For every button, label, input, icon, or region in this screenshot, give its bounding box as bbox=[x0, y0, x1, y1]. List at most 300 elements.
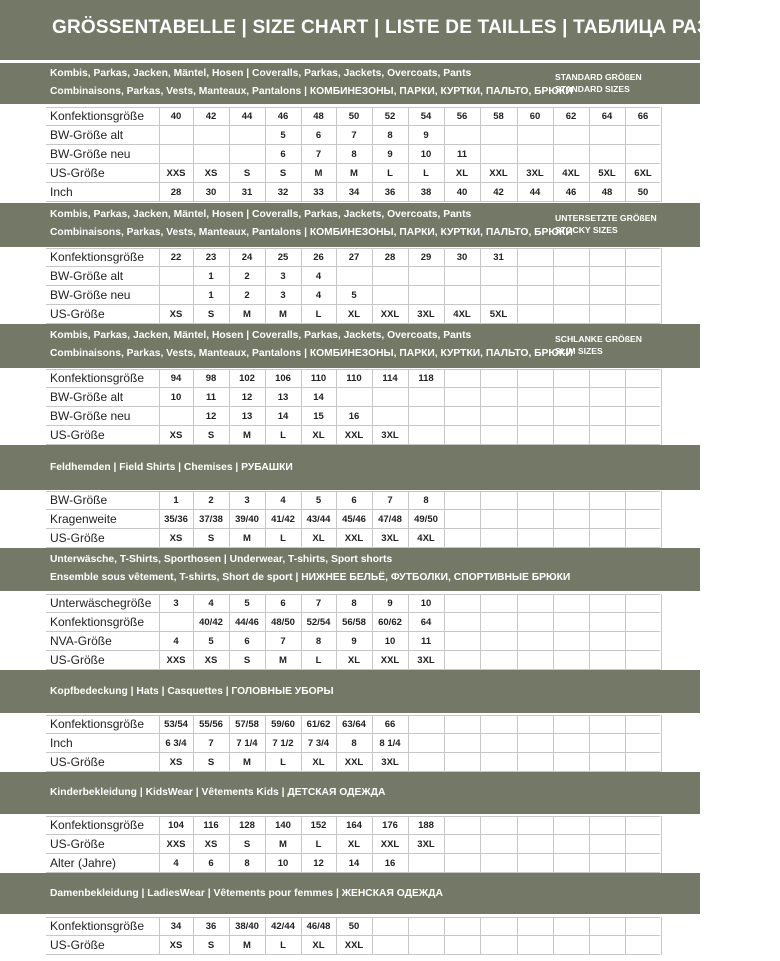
size-cell: 2 bbox=[244, 290, 250, 301]
size-cell: XS bbox=[169, 309, 183, 320]
size-cell: 6 bbox=[351, 495, 357, 506]
size-cell: 37/38 bbox=[199, 514, 223, 525]
size-cell: 3XL bbox=[417, 839, 435, 850]
size-cell: 4 bbox=[173, 858, 179, 869]
size-cell: 1 bbox=[208, 290, 214, 301]
size-cell: L bbox=[315, 655, 322, 666]
size-cell: 33 bbox=[313, 187, 324, 198]
size-cell: 50 bbox=[637, 187, 649, 198]
size-cell: XXS bbox=[166, 168, 186, 179]
size-cell: M bbox=[243, 757, 251, 768]
size-cell: XL bbox=[312, 940, 325, 951]
row-label: US-Größe bbox=[50, 166, 105, 180]
row-label: Kragenweite bbox=[50, 512, 117, 526]
row-label: BW-Größe neu bbox=[50, 409, 131, 423]
size-cell: L bbox=[280, 940, 286, 951]
size-cell: M bbox=[279, 309, 287, 320]
size-cell: S bbox=[207, 309, 215, 320]
size-cell: 48/50 bbox=[271, 617, 295, 628]
size-cell: 114 bbox=[382, 373, 398, 384]
size-cell: M bbox=[243, 430, 251, 441]
size-cell: 188 bbox=[418, 820, 434, 831]
section-header bbox=[0, 873, 700, 914]
size-cell: 16 bbox=[348, 411, 360, 422]
size-cell: 5 bbox=[280, 130, 286, 141]
row-label: US-Größe bbox=[50, 428, 105, 442]
size-cell: 8 bbox=[351, 738, 357, 749]
size-cell: L bbox=[315, 839, 322, 850]
size-cell: 11 bbox=[456, 149, 468, 160]
size-cell: XS bbox=[204, 168, 218, 179]
size-cell: 3XL bbox=[381, 533, 399, 544]
size-cell: 28 bbox=[384, 252, 396, 263]
size-cell: 4XL bbox=[453, 309, 471, 320]
section-header bbox=[0, 203, 700, 247]
size-cell: 30 bbox=[456, 252, 468, 263]
section-subheading: Ensemble sous vêtement, T-shirts, Short de sport | НИЖНЕЕ БЕЛЬЁ, ФУТБОЛКИ, СПОРТИВНЫЕ БРЮКИ bbox=[50, 572, 571, 583]
size-cell: XXL bbox=[380, 309, 400, 320]
size-cell: 4 bbox=[280, 495, 286, 506]
size-cell: 5 bbox=[315, 495, 322, 506]
size-cell: 6 3/4 bbox=[165, 738, 187, 749]
size-cell: XL bbox=[347, 839, 361, 850]
size-cell: 61/62 bbox=[306, 719, 331, 730]
size-cell: 49/50 bbox=[414, 514, 438, 525]
section-heading: Damenbekleidung | LadiesWear | Vêtements pour femmes | ЖЕНСКАЯ ОДЕЖДА bbox=[50, 888, 443, 899]
size-cell: 11 bbox=[420, 636, 432, 647]
row-label: US-Größe bbox=[50, 653, 105, 667]
size-cell: 50 bbox=[348, 111, 360, 122]
size-cell: 7 bbox=[387, 495, 393, 506]
size-cell: 8 bbox=[351, 149, 357, 160]
table-row bbox=[0, 145, 700, 164]
section-header bbox=[0, 548, 700, 591]
size-cell: 3 bbox=[173, 598, 179, 609]
size-cell: 35/36 bbox=[164, 514, 188, 525]
size-cell: 31 bbox=[241, 187, 253, 198]
size-cell: S bbox=[243, 655, 251, 666]
table-row bbox=[0, 126, 700, 145]
size-cell: 110 bbox=[346, 373, 362, 384]
size-cell: 7 bbox=[315, 598, 322, 609]
size-cell: 152 bbox=[310, 820, 327, 831]
size-cell: 7 bbox=[208, 738, 214, 749]
size-cell: 13 bbox=[241, 411, 253, 422]
size-cell: L bbox=[280, 533, 286, 544]
size-cell: 12 bbox=[241, 392, 253, 403]
size-cell: 8 bbox=[423, 495, 429, 506]
size-cell: L bbox=[315, 309, 322, 320]
size-cell: 110 bbox=[310, 373, 327, 384]
row-label: Inch bbox=[50, 736, 73, 750]
size-cell: 106 bbox=[275, 373, 291, 384]
table-row bbox=[0, 388, 700, 407]
size-cell: L bbox=[423, 168, 429, 179]
table-row bbox=[0, 753, 700, 772]
size-cell: 9 bbox=[351, 636, 357, 647]
table-row bbox=[0, 936, 700, 955]
size-cell: XL bbox=[455, 168, 469, 179]
size-cell: 27 bbox=[348, 252, 360, 263]
size-group-tag: STANDARD GRÖßEN bbox=[555, 72, 642, 82]
size-cell: 1 bbox=[173, 495, 179, 506]
size-cell: 104 bbox=[168, 820, 184, 831]
row-label: BW-Größe neu bbox=[50, 288, 131, 302]
size-cell: 8 bbox=[387, 130, 393, 141]
size-cell: 164 bbox=[346, 820, 362, 831]
row-label: BW-Größe alt bbox=[50, 390, 124, 404]
size-cell: 40/42 bbox=[199, 617, 223, 628]
row-label: BW-Größe alt bbox=[50, 128, 124, 142]
size-cell: 52 bbox=[384, 111, 396, 122]
size-cell: 60 bbox=[529, 111, 541, 122]
row-label: Konfektionsgröße bbox=[50, 615, 145, 629]
size-cell: 8 1/4 bbox=[379, 738, 401, 749]
size-cell: 3XL bbox=[417, 309, 435, 320]
row-label: US-Größe bbox=[50, 938, 105, 952]
size-cell: 9 bbox=[387, 598, 393, 609]
table-row bbox=[0, 854, 700, 873]
size-cell: XXL bbox=[380, 655, 400, 666]
size-cell: 24 bbox=[241, 252, 253, 263]
size-cell: 40 bbox=[170, 111, 182, 122]
row-label: Konfektionsgröße bbox=[50, 919, 145, 933]
size-cell: 10 bbox=[420, 598, 432, 609]
row-label: Inch bbox=[50, 185, 73, 199]
size-cell: 7 bbox=[280, 636, 286, 647]
section-heading: Kombis, Parkas, Jacken, Mäntel, Hosen | Coveralls, Parkas, Jackets, Overcoats, Pants bbox=[50, 68, 472, 79]
size-cell: S bbox=[243, 839, 251, 850]
size-cell: 13 bbox=[277, 392, 289, 403]
section-subheading: Combinaisons, Parkas, Vests, Manteaux, Pantalons | КОМБИНЕЗОНЫ, ПАРКИ, КУРТКИ, ПАЛЬТО, БРЮКИ bbox=[50, 227, 573, 238]
size-cell: 3XL bbox=[381, 757, 399, 768]
section-heading: Kombis, Parkas, Jacken, Mäntel, Hosen | Coveralls, Parkas, Jackets, Overcoats, Pants bbox=[50, 330, 472, 341]
size-cell: M bbox=[243, 533, 251, 544]
size-cell: 4 bbox=[173, 636, 179, 647]
size-cell: 58 bbox=[493, 111, 504, 122]
size-cell: S bbox=[207, 430, 215, 441]
size-cell: 102 bbox=[239, 373, 255, 384]
size-cell: 38 bbox=[420, 187, 432, 198]
size-cell: 10 bbox=[170, 392, 182, 403]
section-heading: Kopfbedeckung | Hats | Casquettes | ГОЛОВНЫЕ УБОРЫ bbox=[50, 686, 334, 697]
table-row bbox=[0, 715, 700, 734]
size-cell: 29 bbox=[420, 252, 432, 263]
row-label: US-Größe bbox=[50, 837, 105, 851]
size-group-tag: SCHLANKE GRÖßEN bbox=[555, 334, 642, 344]
size-cell: 32 bbox=[277, 187, 289, 198]
size-cell: 23 bbox=[205, 252, 217, 263]
size-cell: 28 bbox=[170, 187, 182, 198]
size-cell: XXL bbox=[344, 430, 364, 441]
size-cell: 25 bbox=[277, 252, 289, 263]
size-cell: 66 bbox=[384, 719, 396, 730]
table-row bbox=[0, 286, 700, 305]
size-cell: 42/44 bbox=[271, 921, 295, 932]
size-cell: XS bbox=[204, 655, 218, 666]
size-cell: 3XL bbox=[417, 655, 435, 666]
size-cell: 64 bbox=[420, 617, 432, 628]
size-cell: S bbox=[207, 940, 215, 951]
row-label: NVA-Größe bbox=[50, 634, 112, 648]
size-cell: 7 bbox=[351, 130, 357, 141]
size-cell: 52/54 bbox=[306, 617, 331, 628]
size-cell: 54 bbox=[420, 111, 432, 122]
size-cell: 36 bbox=[205, 921, 217, 932]
size-cell: 5XL bbox=[489, 309, 508, 320]
row-label: Konfektionsgröße bbox=[50, 371, 145, 385]
size-cell: 94 bbox=[170, 373, 182, 384]
size-cell: 10 bbox=[277, 858, 289, 869]
section-subheading: Combinaisons, Parkas, Vests, Manteaux, Pantalons | КОМБИНЕЗОНЫ, ПАРКИ, КУРТКИ, ПАЛЬТО, БРЮКИ bbox=[50, 86, 573, 97]
row-label: BW-Größe alt bbox=[50, 269, 124, 283]
size-cell: 118 bbox=[418, 373, 434, 384]
size-cell: S bbox=[207, 533, 215, 544]
size-cell: 36 bbox=[384, 187, 396, 198]
table-row bbox=[0, 917, 700, 936]
size-cell: 26 bbox=[313, 252, 324, 263]
size-cell: 45/46 bbox=[342, 514, 366, 525]
size-cell: 4 bbox=[315, 271, 322, 282]
size-cell: 6 bbox=[315, 130, 322, 141]
size-cell: 42 bbox=[205, 111, 217, 122]
size-cell: 64 bbox=[601, 111, 613, 122]
size-cell: M bbox=[279, 655, 287, 666]
size-cell: 40 bbox=[456, 187, 468, 198]
table-row bbox=[0, 510, 700, 529]
size-cell: 7 bbox=[315, 149, 322, 160]
size-cell: XS bbox=[169, 533, 183, 544]
size-cell: XXL bbox=[344, 533, 364, 544]
size-cell: 5 bbox=[351, 290, 357, 301]
size-cell: 2 bbox=[208, 495, 214, 506]
size-cell: 48 bbox=[313, 111, 324, 122]
size-cell: 46 bbox=[277, 111, 289, 122]
size-cell: L bbox=[280, 757, 286, 768]
size-cell: 66 bbox=[637, 111, 649, 122]
size-cell: XXL bbox=[489, 168, 508, 179]
section-heading: Feldhemden | Field Shirts | Chemises | РУБАШКИ bbox=[50, 462, 293, 473]
row-label: BW-Größe bbox=[50, 493, 108, 507]
table-row bbox=[0, 107, 700, 126]
size-cell: 34 bbox=[170, 921, 182, 932]
size-cell: 4XL bbox=[417, 533, 435, 544]
size-cell: 59/60 bbox=[271, 719, 295, 730]
row-label: BW-Größe neu bbox=[50, 147, 131, 161]
section-header bbox=[0, 324, 700, 368]
size-cell: 63/64 bbox=[342, 719, 366, 730]
size-cell: XL bbox=[312, 533, 325, 544]
size-cell: 8 bbox=[244, 858, 250, 869]
size-cell: 46 bbox=[565, 187, 577, 198]
size-cell: 39/40 bbox=[235, 514, 259, 525]
size-cell: 5XL bbox=[598, 168, 616, 179]
size-cell: 98 bbox=[205, 373, 217, 384]
size-cell: L bbox=[280, 430, 286, 441]
size-cell: 47/48 bbox=[378, 514, 402, 525]
table-row bbox=[0, 426, 700, 445]
size-cell: 3XL bbox=[526, 168, 544, 179]
size-cell: 44 bbox=[529, 187, 541, 198]
table-row bbox=[0, 164, 700, 183]
size-cell: 62 bbox=[565, 111, 577, 122]
size-cell: XS bbox=[169, 757, 183, 768]
size-cell: 44/46 bbox=[235, 617, 259, 628]
size-cell: 14 bbox=[277, 411, 289, 422]
size-group-tag: STANDARD SIZES bbox=[555, 84, 630, 94]
size-cell: 3 bbox=[244, 495, 250, 506]
size-cell: 6 bbox=[208, 858, 214, 869]
size-cell: 57/58 bbox=[235, 719, 259, 730]
size-cell: M bbox=[350, 168, 358, 179]
size-cell: 5 bbox=[244, 598, 250, 609]
size-cell: XXS bbox=[166, 839, 186, 850]
size-cell: 53/54 bbox=[164, 719, 188, 730]
size-cell: 3 bbox=[280, 271, 286, 282]
size-cell: 15 bbox=[313, 411, 324, 422]
size-cell: 11 bbox=[205, 392, 217, 403]
size-cell: 4XL bbox=[562, 168, 580, 179]
table-row bbox=[0, 651, 700, 670]
size-cell: 4 bbox=[315, 290, 322, 301]
size-cell: 30 bbox=[205, 187, 217, 198]
row-label: Konfektionsgröße bbox=[50, 109, 145, 123]
row-label: US-Größe bbox=[50, 531, 105, 545]
size-cell: 128 bbox=[239, 820, 255, 831]
row-label: Unterwäschegröße bbox=[50, 596, 152, 610]
size-cell: XL bbox=[312, 430, 325, 441]
table-row bbox=[0, 632, 700, 651]
table-row bbox=[0, 816, 700, 835]
size-cell: 16 bbox=[384, 858, 396, 869]
size-cell: M bbox=[279, 839, 287, 850]
row-label: US-Größe bbox=[50, 307, 105, 321]
size-cell: 42 bbox=[493, 187, 504, 198]
size-cell: 12 bbox=[205, 411, 217, 422]
size-cell: XL bbox=[347, 655, 361, 666]
size-cell: XS bbox=[169, 940, 183, 951]
size-cell: 176 bbox=[382, 820, 398, 831]
size-cell: XXL bbox=[344, 940, 364, 951]
section-header bbox=[0, 772, 700, 814]
size-cell: XS bbox=[204, 839, 218, 850]
table-row bbox=[0, 248, 700, 267]
size-cell: XL bbox=[347, 309, 361, 320]
size-cell: M bbox=[243, 309, 251, 320]
section-header bbox=[0, 445, 700, 490]
size-cell: 34 bbox=[348, 187, 360, 198]
size-cell: 6 bbox=[280, 598, 286, 609]
size-cell: 6 bbox=[280, 149, 286, 160]
section-header bbox=[0, 63, 700, 104]
size-cell: XXL bbox=[344, 757, 364, 768]
size-cell: 60/62 bbox=[378, 617, 402, 628]
row-label: Konfektionsgröße bbox=[50, 250, 145, 264]
size-cell: XXS bbox=[166, 655, 186, 666]
size-cell: 4 bbox=[208, 598, 214, 609]
table-row bbox=[0, 491, 700, 510]
size-cell: 43/44 bbox=[306, 514, 331, 525]
size-cell: 56/58 bbox=[342, 617, 366, 628]
size-cell: 7 1/4 bbox=[236, 738, 258, 749]
size-cell: 14 bbox=[313, 392, 324, 403]
size-cell: L bbox=[387, 168, 393, 179]
size-cell: XXL bbox=[380, 839, 400, 850]
size-cell: 7 3/4 bbox=[307, 738, 330, 749]
size-group-tag: STOCKY SIZES bbox=[555, 225, 618, 235]
size-cell: 38/40 bbox=[235, 921, 259, 932]
size-cell: 3 bbox=[280, 290, 286, 301]
size-cell: S bbox=[279, 168, 287, 179]
size-cell: 44 bbox=[241, 111, 253, 122]
size-group-tag: UNTERSETZTE GRÖßEN bbox=[555, 213, 657, 223]
size-cell: 1 bbox=[208, 271, 214, 282]
table-row bbox=[0, 734, 700, 753]
table-row bbox=[0, 613, 700, 632]
section-subheading: Combinaisons, Parkas, Vests, Manteaux, Pantalons | КОМБИНЕЗОНЫ, ПАРКИ, КУРТКИ, ПАЛЬТО, БРЮКИ bbox=[50, 348, 573, 359]
size-cell: 7 1/2 bbox=[272, 738, 294, 749]
size-cell: 55/56 bbox=[199, 719, 223, 730]
row-label: Alter (Jahre) bbox=[50, 856, 117, 870]
size-cell: 10 bbox=[384, 636, 396, 647]
table-row bbox=[0, 407, 700, 426]
size-cell: 3XL bbox=[381, 430, 399, 441]
row-label: Konfektionsgröße bbox=[50, 717, 145, 731]
table-row bbox=[0, 183, 700, 202]
size-cell: XL bbox=[312, 757, 325, 768]
size-cell: 48 bbox=[601, 187, 613, 198]
size-cell: 12 bbox=[313, 858, 324, 869]
page-title: GRÖSSENTABELLE | SIZE CHART | LISTE DE TAILLES | ТАБЛИЦА РАЗМЕРОВ bbox=[52, 17, 780, 38]
size-cell: 5 bbox=[208, 636, 214, 647]
size-cell: 31 bbox=[493, 252, 504, 263]
size-cell: S bbox=[207, 757, 215, 768]
size-group-tag: SLIM SIZES bbox=[555, 346, 603, 356]
size-cell: 8 bbox=[351, 598, 357, 609]
size-cell: 14 bbox=[348, 858, 360, 869]
section-header bbox=[0, 670, 700, 713]
section-heading: Kinderbekleidung | KidsWear | Vêtements Kids | ДЕТСКАЯ ОДЕЖДА bbox=[50, 787, 386, 798]
size-cell: 140 bbox=[275, 820, 291, 831]
size-cell: 22 bbox=[170, 252, 182, 263]
size-cell: S bbox=[243, 168, 251, 179]
size-cell: 9 bbox=[387, 149, 393, 160]
table-row bbox=[0, 305, 700, 324]
table-row bbox=[0, 594, 700, 613]
row-label: Konfektionsgröße bbox=[50, 818, 145, 832]
title-bar bbox=[0, 0, 780, 60]
table-row bbox=[0, 835, 700, 854]
size-cell: 6 bbox=[244, 636, 250, 647]
size-cell: XS bbox=[169, 430, 183, 441]
size-cell: 46/48 bbox=[306, 921, 331, 932]
size-cell: 41/42 bbox=[271, 514, 295, 525]
size-cell: 9 bbox=[423, 130, 429, 141]
table-row bbox=[0, 529, 700, 548]
size-cell: 116 bbox=[203, 820, 219, 831]
size-cell: 56 bbox=[456, 111, 468, 122]
size-cell: M bbox=[314, 168, 323, 179]
size-cell: 50 bbox=[348, 921, 360, 932]
size-cell: 6XL bbox=[634, 168, 652, 179]
size-cell: 2 bbox=[244, 271, 250, 282]
row-label: US-Größe bbox=[50, 755, 105, 769]
section-heading: Unterwäsche, T-Shirts, Sporthosen | Underwear, T-shirts, Sport shorts bbox=[50, 554, 393, 565]
table-row bbox=[0, 267, 700, 286]
table-row bbox=[0, 369, 700, 388]
size-cell: 8 bbox=[315, 636, 322, 647]
size-cell: 10 bbox=[420, 149, 432, 160]
